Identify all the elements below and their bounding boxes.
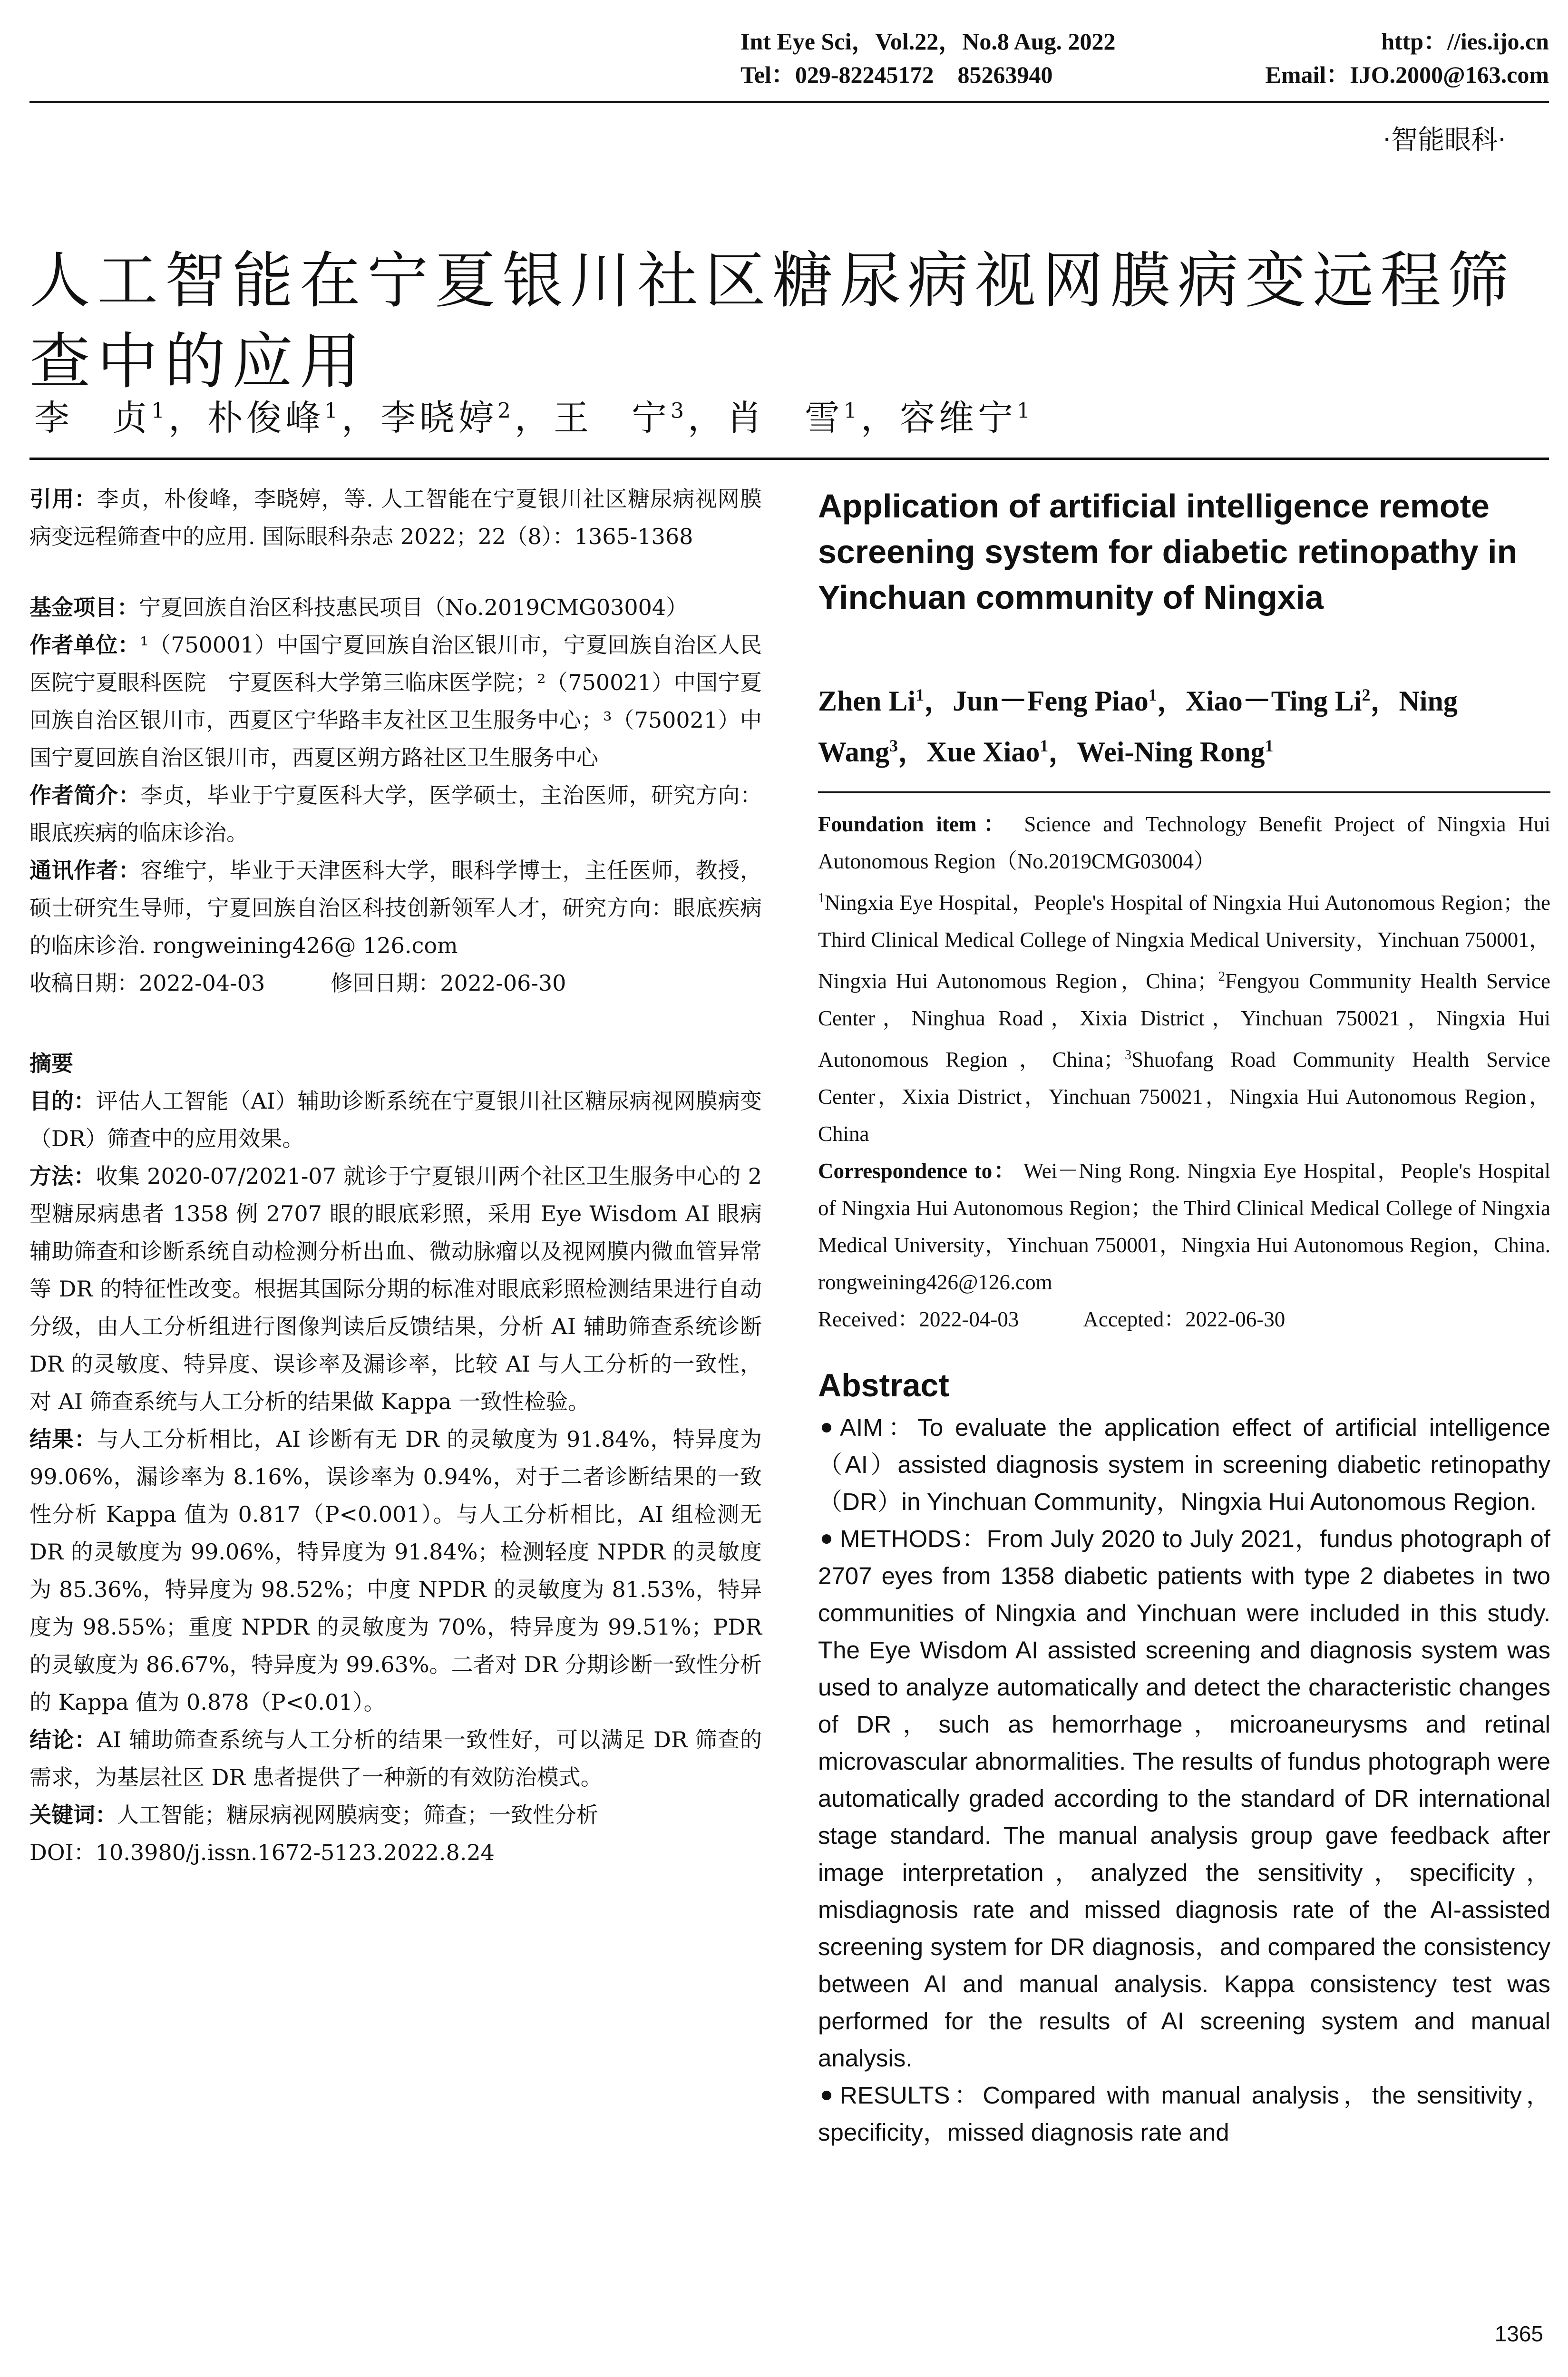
journal-url[interactable]: http：//ies.ijo.cn <box>1381 28 1549 55</box>
bullet-icon <box>822 1423 831 1432</box>
foundation-item: Foundation item： Science and Technology Benefit Project of Ningxia Hui Autonomous Region（No.2019CMG03004） <box>818 812 1550 873</box>
abstract-heading-en: Abstract <box>818 1367 949 1403</box>
bullet-icon <box>822 1534 831 1544</box>
citation: 引用：李贞，朴俊峰，李晓婷，等. 人工智能在宁夏银川社区糖尿病视网膜病变远程筛查中的应用. 国际眼科杂志 2022；22（8）：1365-1368 <box>29 486 762 549</box>
bullet-icon <box>822 2091 831 2100</box>
title-divider <box>29 458 1549 460</box>
journal-tel: Tel：029-82245172 85263940 <box>740 61 1053 88</box>
abstract-methods-en: METHODS：From July 2020 to July 2021，fundus photograph of 2707 eyes from 1358 diabetic patients with type 2 diabetes in two communities of Ningxia and Yinchuan were included in this study. The Eye Wisdom AI assisted screening and diagnosis system was used to analyze automatically and detect the characteristic changes of DR，such as hemorrhage，microaneurysms and retinal microvascular abnormalities. The results of fundus photograph were automatically graded according to the standard of DR international stage standard. The manual analysis group gave feedback after image interpretation，analyzed the sensitivity，specificity，misdiagnosis rate and missed diagnosis rate of the AI-assisted screening system for DR diagnosis，and compared the consistency between AI and manual analysis. Kappa consistency test was performed for the results of AI screening system and manual analysis. <box>818 1525 1550 2072</box>
journal-volume: Int Eye Sci，Vol.22，No.8 Aug. 2022 <box>740 28 1116 55</box>
abstract-en <box>818 1409 1550 2151</box>
abstract-aim-cn: 目的：评估人工智能（AI）辅助诊断系统在宁夏银川社区糖尿病视网膜病变（DR）筛查中的应用效果。 <box>29 1088 762 1151</box>
page-number: 1365 <box>1494 2321 1543 2346</box>
affiliations-en: $^1$Ningxia Eye Hospital，People's Hospital of Ningxia Hui Autonomous Region；the Third Clinical Medical College of Ningxia Medical University，Yinchuan 750001，Ningxia Hui Autonomous Region，China；$^2$Fengyou Community Health Service Center，Ninghua Road，Xixia District，Yinchuan 750021，Ningxia Hui Autonomous Region，China；$^3$Shuofang Road Community Health Service Center，Xixia District，Yinchuan 750021，Ningxia Hui Autonomous Region，China <box>818 891 1550 1146</box>
abstract-methods-cn: 方法：收集 2020-07/2021-07 就诊于宁夏银川两个社区卫生服务中心的 2 型糖尿病患者 1358 例 2707 眼的眼底彩照，采用 Eye Wisdom AI 眼病辅助筛查和诊断系统自动检测分析出血、微动脉瘤以及视网膜内微血管异常等 DR 的特征性改变。根据其国际分期的标准对眼底彩照检测结果进行自动分级，由人工分析组进行图像判读后反馈结果，分析 AI 辅助筛查系统诊断 DR 的灵敏度、特异度、误诊率及漏诊率，比较 AI 与人工分析的一致性，对 AI 筛查系统与人工分析的结果做 Kappa 一致性检验。 <box>29 1163 762 1414</box>
correspondence-en: Correspondence to： Wei－Ning Rong. Ningxia Eye Hospital，People's Hospital of Ningxia Hui Autonomous Region；the Third Clinical Medical College of Ningxia Medical University，Yinchuan 750001，Ningxia Hui Autonomous Region，China. rongweining426@126.com <box>818 1159 1550 1294</box>
english-column <box>818 480 1550 2151</box>
abstract-results-cn: 结果：与人工分析相比，AI 诊断有无 DR 的灵敏度为 91.84%，特异度为 99.06%，漏诊率为 8.16%，误诊率为 0.94%，对于二者诊断结果的一致性分析 Kappa 值为 0.817（P<0.001）。与人工分析相比，AI 组检测无 DR 的灵敏度为 99.06%，特异度为 91.84%；检测轻度 NPDR 的灵敏度为 85.36%，特异度为 98.52%；中度 NPDR 的灵敏度为 81.53%，特异度为 98.55%；重度 NPDR 的灵敏度为 70%，特异度为 99.51%；PDR 的灵敏度为 86.67%，特异度为 99.63%。二者对 DR 分期诊断一致性分析的 Kappa 值为 0.878（P<0.01）。 <box>29 1426 762 1715</box>
dates-cn: 收稿日期：2022-04-03 修回日期：2022-06-30 <box>29 970 566 996</box>
doi[interactable]: DOI：10.3980/j.issn.1672-5123.2022.8.24 <box>29 1840 495 1865</box>
corresponding-author: 通讯作者：容维宁，毕业于天津医科大学，眼科学博士，主任医师，教授，硕士研究生导师，宁夏回族自治区科技创新领军人才，研究方向：眼底疾病的临床诊治. rongweining426@ 126.com <box>29 857 762 958</box>
abstract-heading-cn: 摘要 <box>29 1051 73 1076</box>
column-tag: ·智能眼科· <box>1383 125 1506 156</box>
keywords-cn: 关键词：人工智能；糖尿病视网膜病变；筛查；一致性分析 <box>29 1802 598 1828</box>
author-bio: 作者简介：李贞，毕业于宁夏医科大学，医学硕士，主治医师，研究方向：眼底疾病的临床诊治。 <box>29 782 762 846</box>
english-title-divider <box>818 791 1550 793</box>
author-list-cn: 李 贞$^1$，朴俊峰$^1$，李晓婷$^2$，王 宁$^3$，肖 雪$^1$，容维宁$^1$ <box>34 398 1034 438</box>
author-units: 作者单位：¹（750001）中国宁夏回族自治区银川市，宁夏回族自治区人民医院宁夏眼科医院 宁夏医科大学第三临床医学院；²（750021）中国宁夏回族自治区银川市，西夏区宁华路丰友社区卫生服务中心；³（750021）中国宁夏回族自治区银川市，西夏区朔方路社区卫生服务中心 <box>29 632 762 770</box>
abstract-conclusion-cn: 结论：AI 辅助筛查系统与人工分析的结果一致性好，可以满足 DR 筛查的需求，为基层社区 DR 患者提供了一种新的有效防治模式。 <box>29 1727 762 1790</box>
header-divider <box>29 101 1549 103</box>
fund-item: 基金项目：宁夏回族自治区科技惠民项目（No.2019CMG03004） <box>29 594 688 620</box>
article-title-cn: 人工智能在宁夏银川社区糖尿病视网膜病变远程筛查中的应用 <box>29 245 1516 397</box>
author-list-en: Zhen Li$^1$，Jun－Feng Piao$^1$，Xiao－Ting Li$^2$，Ning Wang$^3$，Xue Xiao$^1$，Wei-Ning Rong$^1$ <box>818 685 1458 768</box>
dates-en: Received：2022-04-03 Accepted：2022-06-30 <box>818 1307 1286 1331</box>
running-header <box>740 25 1549 91</box>
abstract-results-en: RESULTS：Compared with manual analysis，the sensitivity，specificity，missed diagnosis rate and <box>818 2082 1550 2146</box>
english-metadata <box>818 806 1550 1338</box>
chinese-column <box>29 480 762 1871</box>
journal-email[interactable]: Email：IJO.2000@163.com <box>1265 61 1549 88</box>
abstract-aim-en: AIM：To evaluate the application effect of artificial intelligence（AI）assisted diagnosis system in screening diabetic retinopathy（DR）in Yinchuan Community，Ningxia Hui Autonomous Region. <box>818 1414 1550 1515</box>
article-title-en: Application of artificial intelligence remote screening system for diabetic retinopathy in Yinchuan community of Ningxia <box>818 487 1518 616</box>
